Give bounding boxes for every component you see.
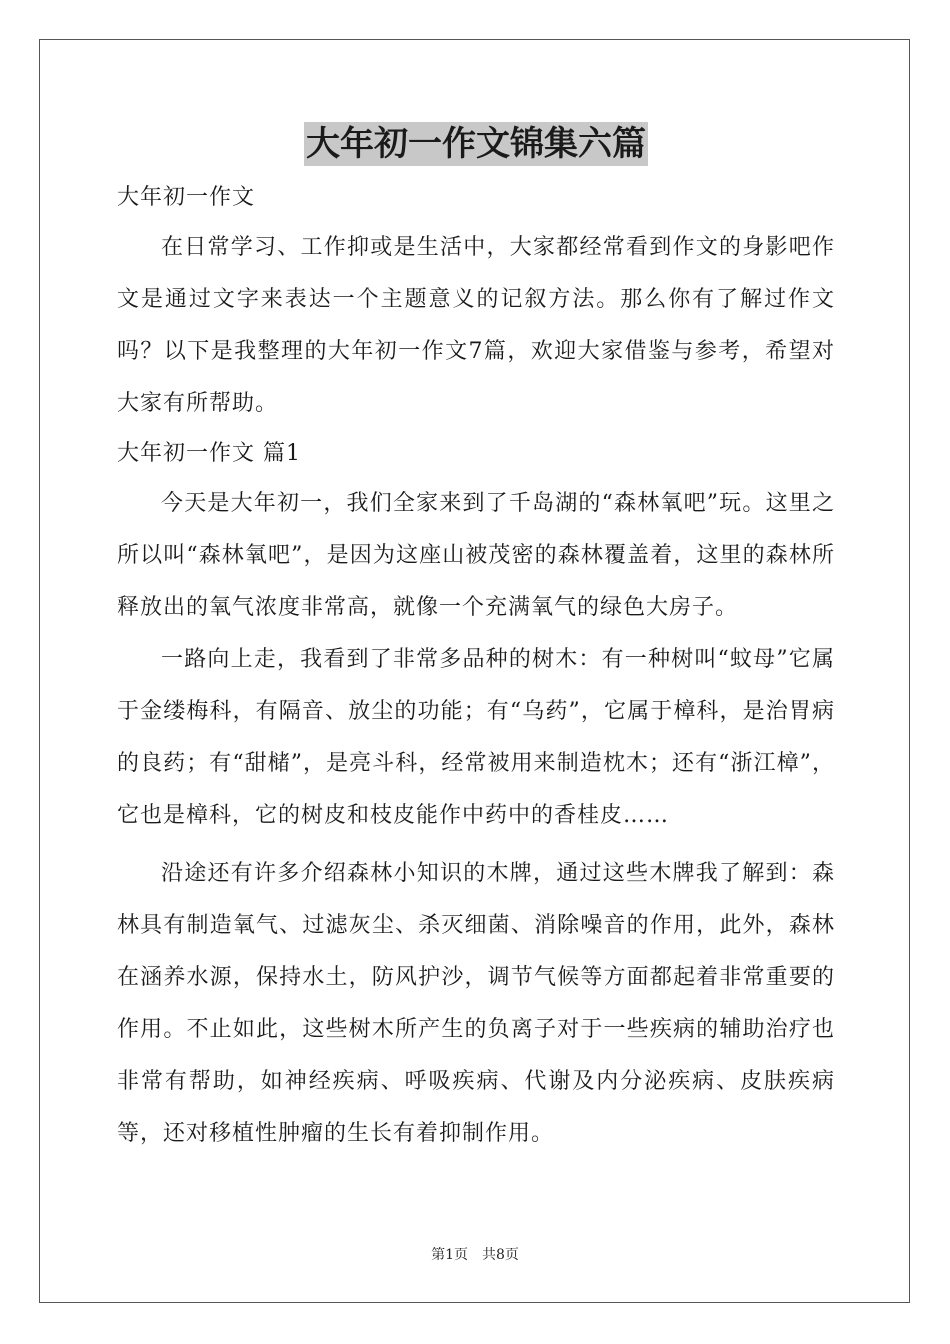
body-paragraph: 今天是大年初一，我们全家来到了千岛湖的“森林氧吧”玩。这里之所以叫“森林氧吧”，是因为这座山被茂密的森林覆盖着，这里的森林所释放出的氧气浓度非常高，就像一个充满氧气的绿色大房子。 <box>117 491 835 620</box>
intro-heading: 大年初一作文 <box>117 185 256 210</box>
page-footer <box>0 1244 950 1264</box>
intro-paragraph: 在日常学习、工作抑或是生活中，大家都经常看到作文的身影吧作文是通过文字来表达一个主题意义的记叙方法。那么你有了解过作文吗？以下是我整理的大年初一作文7篇，欢迎大家借鉴与参考，希望对大家有所帮助。 <box>117 235 835 416</box>
body-paragraph: 沿途还有许多介绍森林小知识的木牌，通过这些木牌我了解到：森林具有制造氧气、过滤灰尘、杀灭细菌、消除噪音的作用，此外，森林在涵养水源，保持水土，防风护沙，调节气候等方面都起着非常重要的作用。不止如此，这些树木所产生的负离子对于一些疾病的辅助治疗也非常有帮助，如神经疾病、呼吸疾病、代谢及内分泌疾病、皮肤疾病等，还对移植性肿瘤的生长有着抑制作用。 <box>117 861 835 1146</box>
page-total: 共8页 <box>482 1247 519 1263</box>
document-body <box>117 122 835 1160</box>
body-paragraph: 一路向上走，我看到了非常多品种的树木：有一种树叫“蚊母”它属于金缕梅科，有隔音、放尘的功能；有“乌药”，它属于樟科，是治胃病的良药；有“甜槠”，是亮斗科，经常被用来制造枕木；还有“浙江樟”，它也是樟科，它的树皮和枝皮能作中药中的香桂皮…… <box>117 647 835 828</box>
document-title: 大年初一作文锦集六篇 <box>306 124 646 164</box>
section-heading: 大年初一作文 篇1 <box>117 441 301 466</box>
title-wrap <box>117 122 835 166</box>
page-number: 第1页 <box>431 1247 468 1263</box>
